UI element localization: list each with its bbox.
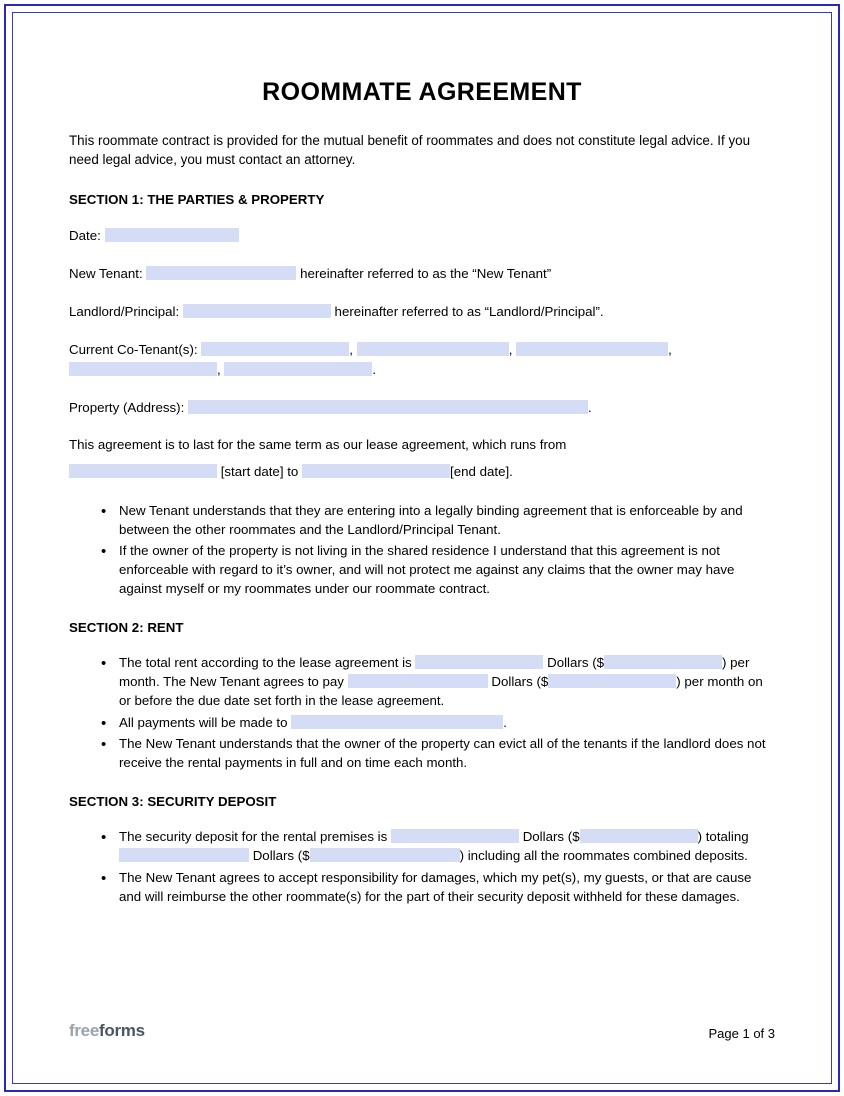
- freeforms-logo: [69, 1019, 145, 1043]
- cotenant-comma-1: ,: [349, 342, 353, 358]
- list-item: • New Tenant understands that they are entering into a legally binding agreement that is enforceable by and between the other roommates and the Landlord/Principal Tenant.: [119, 502, 775, 540]
- section-3-heading: SECTION 3: SECURITY DEPOSIT: [69, 794, 277, 810]
- date-row: [69, 226, 775, 246]
- page-number: Page 1 of 3: [708, 1025, 775, 1041]
- rent-text-5: Dollars ($: [491, 673, 549, 689]
- list-item-deposit: [119, 828, 775, 866]
- payments-recipient-input[interactable]: [291, 715, 503, 729]
- cotenant-comma-2: ,: [508, 342, 513, 358]
- start-date-label: [start date] to: [220, 463, 299, 479]
- deposit-total-words-input[interactable]: [119, 848, 249, 862]
- intro-paragraph: This roommate contract is provided for the mutual benefit of roommates and does not constitute legal advice. If you need legal advice, you must contact an attorney.: [69, 132, 751, 167]
- new-tenant-input[interactable]: [146, 266, 296, 280]
- cotenant-input-4[interactable]: [69, 362, 217, 376]
- cotenant-input-5[interactable]: [224, 362, 372, 376]
- cotenant-input-2[interactable]: [357, 342, 509, 356]
- deposit-amount-input[interactable]: [580, 829, 698, 843]
- property-row: [69, 398, 775, 418]
- deposit-text-3: ($: [567, 829, 580, 844]
- logo-text-free: free: [69, 1020, 99, 1040]
- term-intro-text: This agreement is to last for the same term as our lease agreement, which runs from: [69, 436, 567, 452]
- section-2-bullets: [69, 654, 775, 773]
- tenant-rent-amount-input[interactable]: [548, 674, 676, 688]
- property-label: Property (Address):: [69, 399, 185, 415]
- end-date-input[interactable]: [302, 464, 450, 478]
- payments-text-2: .: [503, 714, 507, 730]
- tenant-rent-words-input[interactable]: [348, 674, 488, 688]
- list-item: • The New Tenant understands that the owner of the property can evict all of the tenants if the landlord does not receive the rental payments in full and on time each month.: [119, 735, 775, 773]
- document-footer: [69, 1019, 775, 1043]
- total-rent-amount-input[interactable]: [604, 655, 722, 669]
- cotenant-period: .: [372, 362, 377, 377]
- deposit-text-5: Dollars ($: [252, 847, 310, 863]
- term-dates-row: [69, 463, 775, 482]
- property-address-input[interactable]: [188, 400, 588, 414]
- cotenant-row: [69, 340, 775, 380]
- section-1-bullets: [69, 502, 775, 599]
- deposit-text-4: ) totaling: [697, 829, 749, 844]
- rent-text-6: ) per month on or before the due date set forth in the lease agreement.: [119, 673, 763, 708]
- landlord-suffix: hereinafter referred to as “Landlord/Principal”.: [334, 304, 604, 320]
- document-body: [13, 13, 831, 1083]
- document-inner-border: [12, 12, 832, 1084]
- cotenant-label: Current Co-Tenant(s):: [69, 342, 198, 358]
- section-3-bullets: [69, 828, 775, 907]
- deposit-text-1: The security deposit for the rental premises is: [119, 829, 388, 844]
- rent-text-1: The total rent according to the lease agreement is: [119, 654, 412, 670]
- landlord-row: [69, 302, 775, 322]
- logo-text-forms: forms: [99, 1020, 145, 1040]
- deposit-words-input[interactable]: [391, 829, 519, 843]
- end-date-label: [end date].: [450, 463, 513, 479]
- list-item-payments: [119, 714, 775, 733]
- total-rent-words-input[interactable]: [415, 655, 543, 669]
- section-2-heading: SECTION 2: RENT: [69, 620, 184, 635]
- list-item-rent-total: [119, 654, 775, 711]
- rent-text-3: ($: [592, 654, 605, 670]
- payments-text-1: All payments will be made to: [119, 714, 288, 730]
- new-tenant-suffix: hereinafter referred to as the “New Tenant”: [300, 266, 552, 282]
- deposit-text-2: Dollars: [522, 829, 565, 844]
- date-input[interactable]: [105, 228, 239, 242]
- cotenant-comma-3: ,: [668, 342, 672, 358]
- landlord-label: Landlord/Principal:: [69, 304, 180, 320]
- cotenant-input-1[interactable]: [201, 342, 349, 356]
- new-tenant-label: New Tenant:: [69, 266, 143, 282]
- rent-text-2: Dollars: [547, 654, 589, 670]
- list-item: • If the owner of the property is not living in the shared residence I understand that this agreement is not enforceable with regard to it’s owner, and will not protect me against any claims that the owner may have against myself or my roommates under our roommate contract.: [119, 542, 775, 599]
- document-outer-border: [4, 4, 840, 1092]
- cotenant-comma-4: ,: [217, 362, 221, 377]
- start-date-input[interactable]: [69, 464, 217, 478]
- deposit-text-6: ) including all the roommates combined deposits.: [459, 847, 748, 863]
- cotenant-input-3[interactable]: [516, 342, 668, 356]
- list-item: • The New Tenant agrees to accept responsibility for damages, which my pet(s), my guests, or that are cause and will reimburse the other roommate(s) for the part of their security deposit withheld for these damages.: [119, 869, 775, 907]
- property-period: .: [587, 399, 592, 415]
- date-label: Date:: [69, 228, 101, 244]
- section-1-heading: SECTION 1: THE PARTIES & PROPERTY: [69, 192, 325, 208]
- new-tenant-row: [69, 264, 775, 284]
- deposit-total-amount-input[interactable]: [310, 848, 460, 862]
- landlord-input[interactable]: [183, 304, 331, 318]
- rent-text-4: ) per month. The New Tenant agrees to pay: [119, 654, 750, 689]
- page-title: ROOMMATE AGREEMENT: [262, 78, 582, 106]
